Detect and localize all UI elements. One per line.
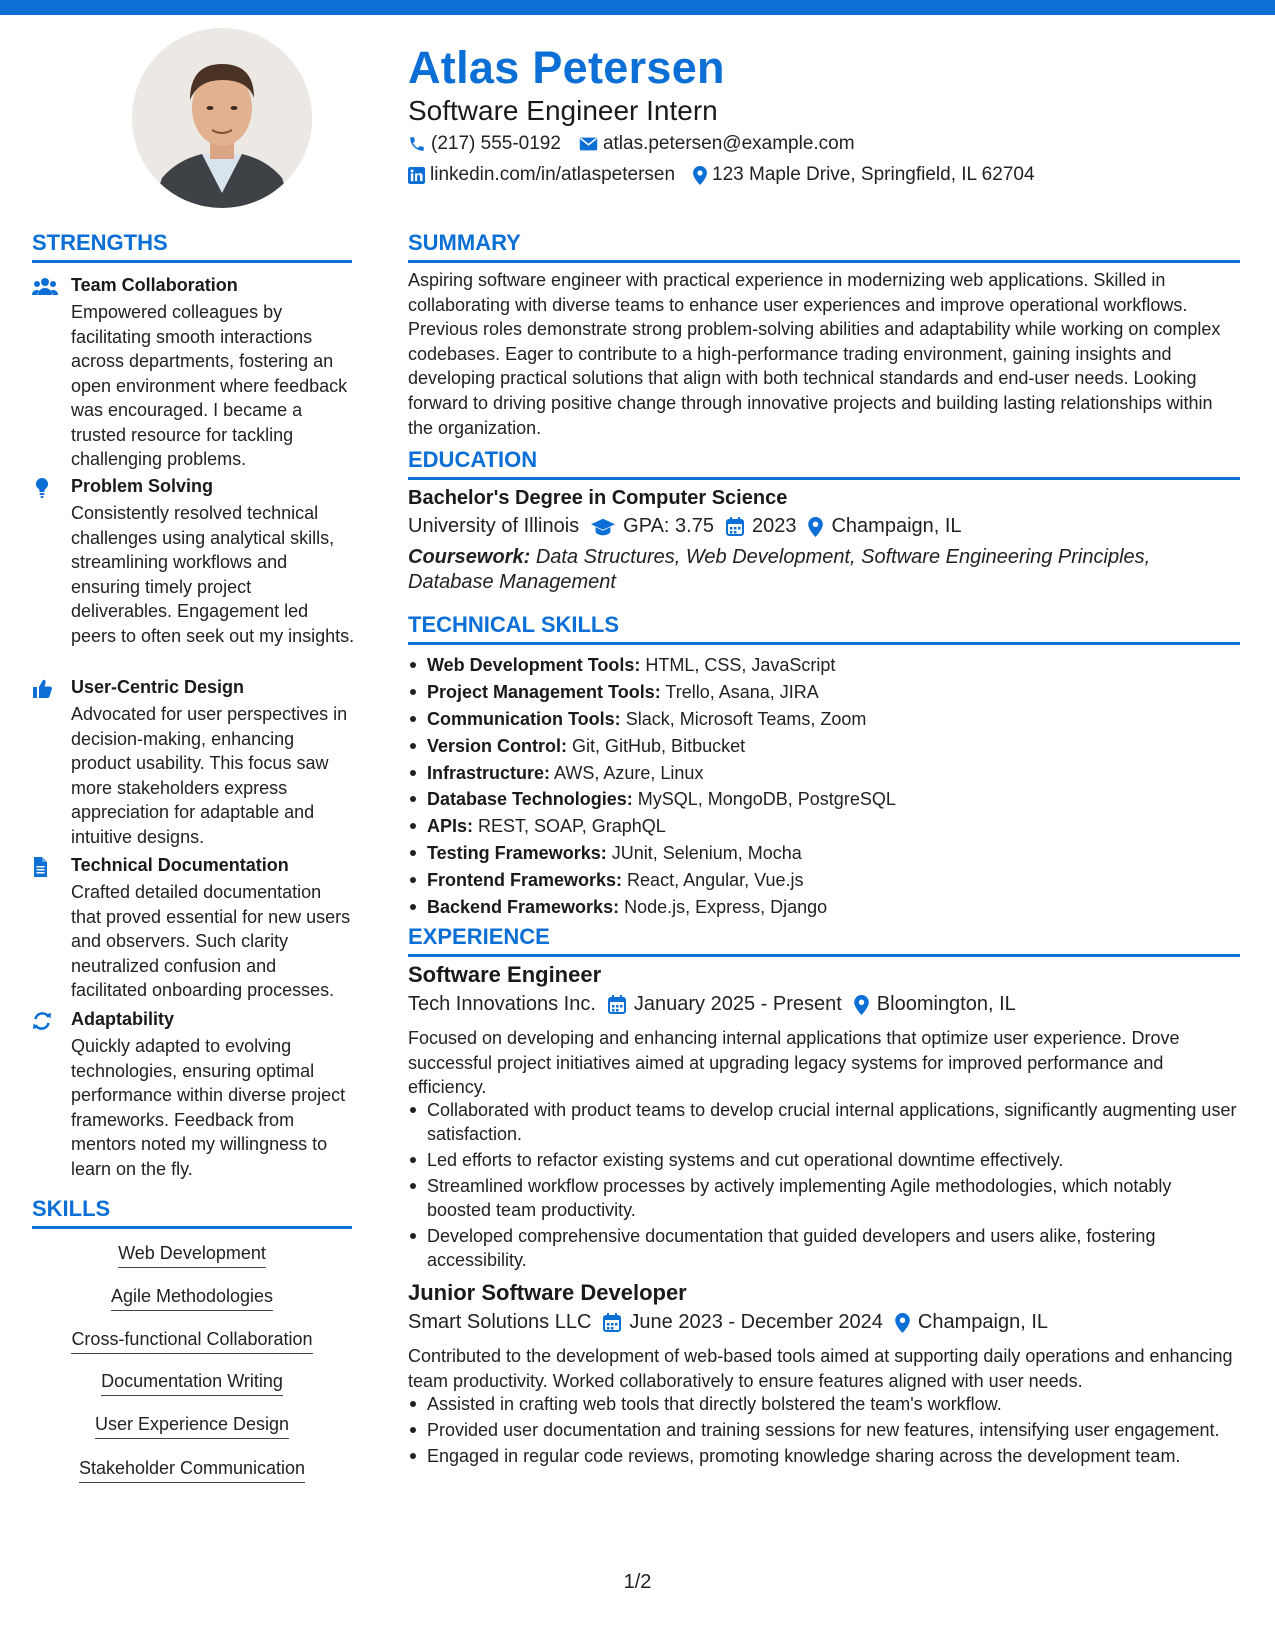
email-text: atlas.petersen@example.com [602,133,855,154]
coursework-list: Data Structures, Web Development, Software Engineering Principles, Database Management [408,546,1151,593]
strength-description: Consistently resolved technical challenges using analytical skills, streamlining workflows and ensuring timely project deliverables. Engagement led peers to often seek out my insights. [71,503,355,646]
address-text: 123 Maple Drive, Springfield, IL 62704 [712,164,1035,185]
list-item: Project Management Tools: Trello, Asana, JIRA [408,681,1240,708]
strength-title: Adaptability [71,1009,175,1029]
candidate-name: Atlas Petersen [408,42,725,93]
email-contact[interactable] [579,133,855,155]
summary-heading: SUMMARY [408,230,1240,263]
skills-heading: SKILLS [32,1196,352,1229]
school-name: University of Illinois [408,515,580,537]
list-item: Web Development Tools: HTML, CSS, JavaScript [408,654,1240,681]
list-item: Testing Frameworks: JUnit, Selenium, Mocha [408,842,1240,869]
calendar-icon [603,1313,621,1332]
degree-title: Bachelor's Degree in Computer Science [408,487,788,509]
job-details [408,993,1240,1016]
list-item: Backend Frameworks: Node.js, Express, Django [408,896,1240,923]
technical-skills-list [408,654,1240,923]
calendar-icon [726,517,744,536]
list-item: Engaged in regular code reviews, promoting knowledge sharing across the development team. [408,1444,1240,1468]
map-pin-icon [808,517,823,537]
address-contact [693,164,1035,186]
job-dates: January 2025 - Present [633,993,842,1015]
linkedin-text: linkedin.com/in/atlaspetersen [430,164,676,185]
list-item: Developed comprehensive documentation that guided developers and users alike, fostering accessibility. [408,1224,1240,1272]
strengths-heading: STRENGTHS [32,230,352,263]
strength-description: Advocated for user perspectives in decision-making, enhancing product usability. This focus saw more stakeholders express appreciation for adaptable and intuitive designs. [71,704,348,847]
company-name: Tech Innovations Inc. [408,993,596,1015]
strength-title: User-Centric Design [71,677,245,697]
list-item: APIs: REST, SOAP, GraphQL [408,815,1240,842]
skill-item: Stakeholder Communication [32,1458,352,1483]
job-location: Bloomington, IL [876,993,1016,1015]
job-bullets [408,1392,1240,1470]
education-details [408,515,1240,538]
list-item: Led efforts to refactor existing systems and cut operational downtime effectively. [408,1148,1240,1172]
list-item: Collaborated with product teams to develop crucial internal applications, significantly augmenting user satisfaction. [408,1098,1240,1146]
company-name: Smart Solutions LLC [408,1311,592,1333]
list-item: Frontend Frameworks: React, Angular, Vue.js [408,869,1240,896]
linkedin-icon [408,167,425,184]
education-location: Champaign, IL [831,515,962,537]
sync-icon [32,1011,58,1033]
list-item: Infrastructure: AWS, Azure, Linux [408,762,1240,789]
phone-contact[interactable] [408,133,561,155]
skill-item: Documentation Writing [32,1371,352,1396]
thumbs-up-icon [32,679,58,701]
skill-item: Web Development [32,1243,352,1268]
list-item: Database Technologies: MySQL, MongoDB, PostgreSQL [408,788,1240,815]
technical-skills-heading: TECHNICAL SKILLS [408,612,1240,645]
experience-heading: EXPERIENCE [408,924,1240,957]
phone-icon [408,135,426,153]
linkedin-contact[interactable] [408,164,675,186]
contact-row-1 [408,133,873,155]
list-item: Communication Tools: Slack, Microsoft Teams, Zoom [408,708,1240,735]
job-location: Champaign, IL [917,1311,1048,1333]
map-pin-icon [854,995,869,1015]
job-bullets [408,1098,1240,1274]
education-heading: EDUCATION [408,447,1240,480]
skill-item: Cross-functional Collaboration [32,1329,352,1354]
page-number: 1/2 [623,1571,652,1593]
users-icon [32,277,58,299]
job-summary: Contributed to the development of web-based tools aimed at supporting daily operations and enhancing team productivity. Worked collaboratively to ensure features aligned with user needs. [408,1346,1233,1391]
job-title: Junior Software Developer [408,1280,687,1305]
skill-item: Agile Methodologies [32,1286,352,1311]
contact-row-2 [408,164,1053,186]
list-item: Assisted in crafting web tools that directly bolstered the team's workflow. [408,1392,1240,1416]
calendar-icon [608,995,626,1014]
skill-item: User Experience Design [32,1414,352,1439]
map-pin-icon [895,1313,910,1333]
strength-title: Team Collaboration [71,275,238,295]
job-dates: June 2023 - December 2024 [629,1311,883,1333]
strength-description: Crafted detailed documentation that proved essential for new users and observers. Such clarity neutralized confusion and facilitated onboarding processes. [71,882,351,1000]
coursework [408,545,1240,594]
graduation-year: 2023 [751,515,797,537]
top-accent-bar [0,0,1275,15]
job-summary: Focused on developing and enhancing internal applications that optimize user experience. Drove successful project initiatives aimed at upgrading legacy systems for improved performance and efficiency. [408,1028,1180,1098]
document-icon [32,857,58,879]
job-details [408,1311,1240,1334]
job-title: Software Engineer [408,962,602,987]
summary-text: Aspiring software engineer with practical experience in modernizing web applications. Skilled in collaborating with diverse teams to enhance user experiences and improve operational workflows. Previous roles demonstrate strong problem-solving abilities and adaptability while working on complex codebases. Eager to contribute to a high-performance trading environment, gaining insights and developing practical solutions that align with both technical standards and end-user needs. Looking forward to driving positive change through innovative projects and building lasting relationships within the organization. [408,270,1221,438]
candidate-role: Software Engineer Intern [408,95,718,126]
strength-title: Technical Documentation [71,855,289,875]
list-item: Version Control: Git, GitHub, Bitbucket [408,735,1240,762]
list-item: Provided user documentation and training sessions for new features, intensifying user engagement. [408,1418,1240,1442]
lightbulb-icon [32,478,58,500]
map-pin-icon [693,166,707,185]
strength-description: Empowered colleagues by facilitating smooth interactions across departments, fostering an open environment where feedback was encouraged. I became a trusted resource for tackling challenging problems. [71,302,348,469]
phone-text: (217) 555-0192 [431,133,561,154]
coursework-label: Coursework: [408,546,531,568]
profile-photo [132,28,312,208]
strength-title: Problem Solving [71,476,214,496]
graduation-cap-icon [591,518,615,536]
list-item: Streamlined workflow processes by actively implementing Agile methodologies, which notably boosted team productivity. [408,1174,1240,1222]
strength-description: Quickly adapted to evolving technologies, ensuring optimal performance within diverse project frameworks. Feedback from mentors noted my willingness to learn on the fly. [71,1036,346,1179]
envelope-icon [579,136,598,152]
gpa-text: GPA: 3.75 [623,515,714,537]
